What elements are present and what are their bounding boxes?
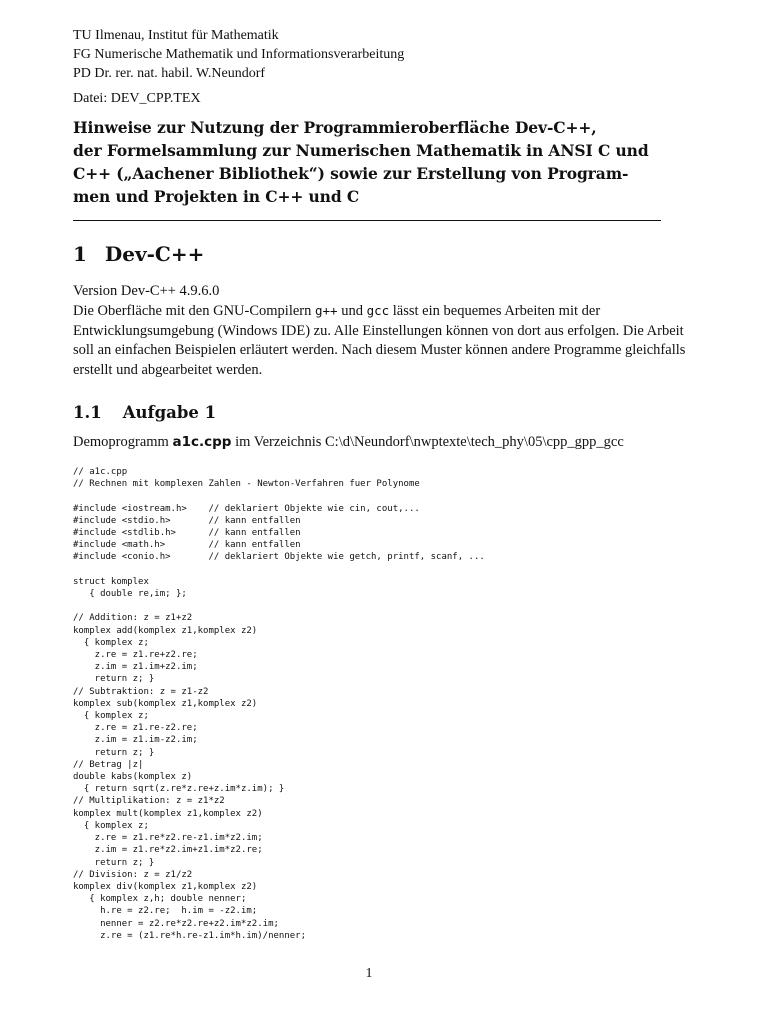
demo-directory: im Verzeichnis C:\d\Neundorf\nwptexte\tech_phy\05\cpp_gpp_gcc [231, 434, 624, 450]
title-divider [73, 220, 661, 221]
page-number: 1 [365, 966, 373, 981]
document-title [73, 116, 693, 208]
code-listing: // a1c.cpp // Rechnen mit komplexen Zahlen - Newton-Verfahren fuer Polynome #include <iostream.h> // deklariert Objekte wie cin, cout,... #include <stdio.h> // kann entfallen #include <stdlib.h> // kann entfallen #include <math.h> // kann entfallen #include <conio.h> // deklariert Objekte wie getch, printf, scanf, ... struct komplex { double re,im; }; // Addition: z = z1+z2 komplex add(komplex z1,komplex z2) { komplex z; z.re = z1.re+z2.re; z.im = z1.im+z2.im; return z; } // Subtraktion: z = z1-z2 komplex sub(komplex z1,komplex z2) { komplex z; z.re = z1.re-z2.re; z.im = z1.im-z2.im; return z; } // Betrag |z| double kabs(komplex z) { return sqrt(z.re*z.re+z.im*z.im); } // Multiplikation: z = z1*z2 komplex mult(komplex z1,komplex z2) { komplex z; z.re = z1.re*z2.re-z1.im*z2.im; z.im = z1.re*z2.im+z1.im*z2.re; return z; } // Division: z = z1/z2 komplex div(komplex z1,komplex z2) { komplex z,h; double nenner; h.re = z2.re; h.im = -z2.im; nenner = z2.re*z2.re+z2.im*z2.im; z.re = (z1.re*h.re-z1.im*h.im)/nenner; [73, 467, 485, 941]
section-title: Dev-C++ [104, 242, 205, 266]
demo-prefix: Demoprogramm [73, 434, 173, 450]
compiler-gcc: gcc [366, 303, 390, 318]
demo-file-name: a1c.cpp [172, 434, 232, 450]
title-line: Hinweise zur Nutzung der Programmieroberfläche Dev-C++, [73, 118, 597, 137]
intro-text: und [337, 303, 367, 319]
title-line: men und Projekten in C++ und C [73, 187, 360, 206]
header-line-university: TU Ilmenau, Institut für Mathematik [73, 28, 279, 43]
file-name: Datei: DEV_CPP.TEX [73, 91, 201, 106]
title-line: der Formelsammlung zur Numerischen Mathematik in ANSI C und [73, 141, 649, 160]
intro-text: Die Oberfläche mit den GNU-Compilern [73, 303, 315, 319]
version-line: Version Dev-C++ 4.9.6.0 [73, 283, 220, 299]
header-line-group: FG Numerische Mathematik und Informationsverarbeitung [73, 47, 405, 62]
subsection-title: Aufgabe 1 [122, 403, 217, 422]
header-line-author: PD Dr. rer. nat. habil. W.Neundorf [73, 66, 266, 81]
intro-text: lässt ein bequemes Arbeiten mit der Entwicklungsumgebung (Windows IDE) zu. Alle Einstellungen können von dort aus erfolgen. Die Arbeit soll an einfachen Beispielen erläutert werden. Nach diesem Muster können andere Programme gleichfalls erstellt und abgearbeitet werden. [73, 303, 686, 378]
institution-header [73, 26, 693, 83]
section-heading [73, 241, 693, 267]
demo-program-line [73, 433, 693, 452]
subsection-heading [73, 402, 693, 424]
compiler-gpp: g++ [315, 303, 338, 318]
document-page [73, 26, 693, 942]
title-line: C++ („Aachener Bibliothek“) sowie zur Erstellung von Program- [73, 164, 629, 183]
intro-paragraph [73, 301, 693, 380]
subsection-number: 1.1 [73, 403, 102, 422]
section-number: 1 [73, 242, 87, 266]
